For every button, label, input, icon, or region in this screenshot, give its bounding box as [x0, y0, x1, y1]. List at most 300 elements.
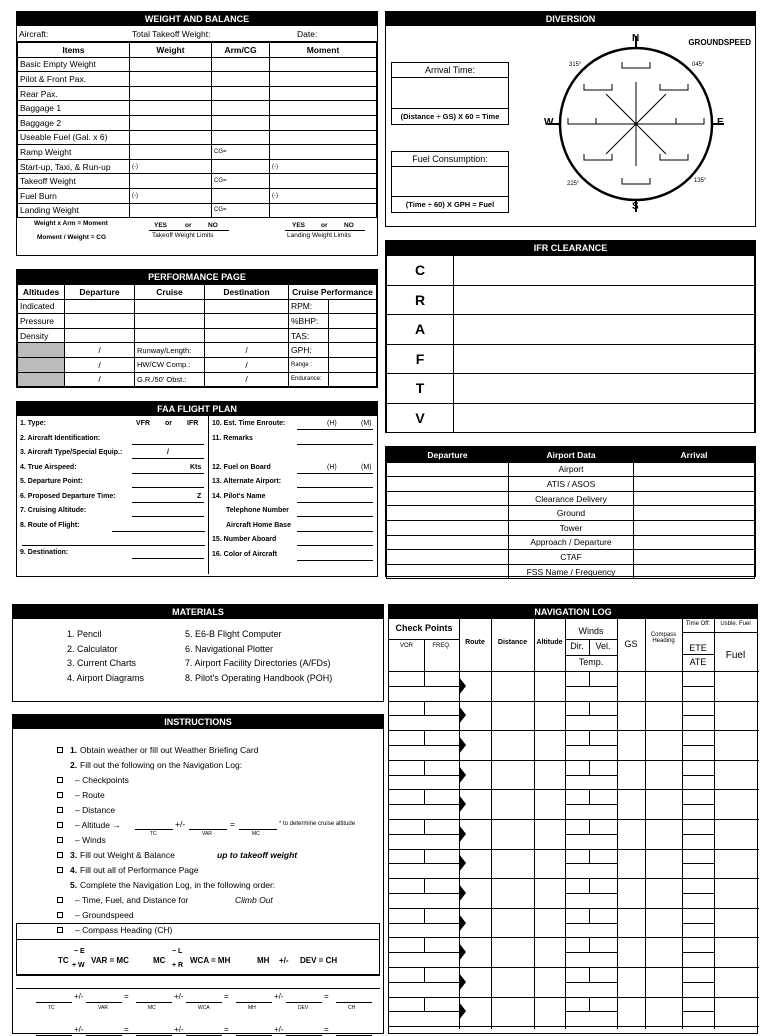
ifr-field[interactable] [454, 374, 755, 404]
step-4-number: 4. [70, 865, 78, 875]
materials-panel [12, 604, 384, 702]
nav-grid-line [682, 654, 714, 655]
nav-row-line [389, 760, 759, 761]
wb-weight [130, 101, 212, 116]
perf-mid-label: HW/CW Comp.: [135, 357, 205, 372]
nav-subcol-line [589, 760, 590, 775]
checkbox-icon[interactable] [57, 792, 63, 798]
departure-cell[interactable] [387, 491, 509, 506]
flight-plan-title: FAA FLIGHT PLAN [17, 402, 377, 416]
perf-row [18, 357, 377, 372]
nav-subrow-line [682, 775, 714, 776]
calc-line [236, 1002, 272, 1003]
materials-title: MATERIALS [13, 605, 383, 619]
note-weight-arm: Weight x Arm = Moment [34, 220, 108, 228]
ifr-row [387, 315, 755, 345]
calc-label: CH [348, 1005, 356, 1011]
step-2-text: Fill out the following on the Navigation Log: [80, 760, 243, 770]
wb-item: Fuel Burn [18, 188, 130, 203]
nav-row-line [389, 878, 759, 879]
material-item: 6. Navigational Plotter [185, 643, 274, 654]
material-item: 7. Airport Facility Directories (A/FDs) [185, 658, 331, 668]
perf-col-destination: Destination [205, 285, 289, 300]
step-4-text: Fill out all of Performance Page [80, 865, 199, 875]
tc-line [135, 829, 173, 830]
arrival-cell[interactable] [634, 520, 755, 535]
perf-col-cruise-perf: Cruise Performance [289, 285, 377, 300]
diversion-title: DIVERSION [386, 12, 755, 26]
fp-left-line [132, 458, 204, 459]
time-fuel-distance-item: – Time, Fuel, and Distance for [75, 895, 189, 905]
nav-subrow-line [389, 893, 459, 894]
airport-data-label: ATIS / ASOS [509, 477, 634, 492]
compass-225: 225° [567, 181, 580, 187]
checkbox-icon[interactable] [57, 852, 63, 858]
calc-line [136, 1002, 172, 1003]
nav-subcol-line [424, 760, 425, 775]
nav-row-line [389, 908, 759, 909]
perf-altitude-label: Pressure [18, 314, 65, 329]
instructions-title: INSTRUCTIONS [13, 715, 383, 729]
wb-moment [270, 72, 377, 87]
wb-item: Baggage 1 [18, 101, 130, 116]
nav-subrow-line [565, 715, 617, 716]
step-5-number: 5. [70, 880, 78, 890]
nav-subrow-line [565, 1011, 617, 1012]
formula-tc: TC [58, 956, 69, 965]
performance-table [17, 284, 377, 387]
material-item: 8. Pilot's Operating Handbook (POH) [185, 672, 333, 683]
fp-right-line [297, 545, 373, 546]
wb-row [18, 159, 377, 174]
airport-data-label: Ground [509, 506, 634, 521]
airport-data-panel [385, 446, 756, 577]
nav-subcol-line [589, 789, 590, 804]
compass-heading-box [16, 923, 380, 975]
perf-departure-cell [65, 328, 135, 343]
ifr-title: IFR CLEARANCE [386, 241, 755, 255]
lw-line [285, 230, 365, 231]
nav-subrow-line [565, 863, 617, 864]
ifr-field[interactable] [454, 403, 755, 433]
cruise-perf-value [329, 299, 377, 314]
fp-left-label: 6. Proposed Departure Time: [20, 493, 116, 500]
airport-data-label: Tower [509, 520, 634, 535]
nav-subrow-line [389, 686, 459, 687]
calc-operator: = [224, 1025, 229, 1034]
arrival-cell[interactable] [634, 550, 755, 565]
formula-mc: MC [153, 956, 166, 965]
nav-row-line [389, 789, 759, 790]
ifr-field[interactable] [454, 285, 755, 315]
route-header: Route [465, 639, 485, 646]
perf-row [18, 299, 377, 314]
fp-left-label: 4. True Airspeed: [20, 464, 77, 471]
fp-divider [208, 416, 209, 574]
nav-subcol-line [424, 819, 425, 834]
cruise-perf-value [329, 328, 377, 343]
fp-right-line [297, 502, 373, 503]
perf-mid-label: Runway/Length: [135, 343, 205, 358]
compass-rose [536, 32, 736, 222]
apt-col-departure: Departure [387, 448, 509, 463]
wb-item: Pilot & Front Pax. [18, 72, 130, 87]
perf-cruise-cell [135, 299, 205, 314]
fp-route-line [112, 531, 205, 532]
lw-limits: Landing Weight Limits [287, 232, 351, 240]
perf-slash: / [205, 343, 289, 358]
wb-row [18, 115, 377, 130]
perf-slash: / [205, 372, 289, 387]
apt-col-data: Airport Data [509, 448, 634, 463]
nav-row-line [389, 1026, 759, 1027]
wb-item: Takeoff Weight [18, 174, 130, 189]
nav-subrow-line [565, 952, 617, 953]
nav-subrow-line [389, 834, 459, 835]
tc-label: TC [150, 831, 157, 837]
fp-or: or [165, 420, 172, 427]
instructions-panel [12, 714, 384, 1034]
wb-arm: CG= [212, 203, 270, 218]
nav-grid-line [389, 671, 759, 672]
lw-yes: YES [292, 222, 306, 230]
perf-gray-cell [18, 343, 65, 358]
compass-heading-header: Compass Heading [650, 632, 677, 644]
fp-left-label: 8. Route of Flight: [20, 522, 80, 529]
nav-subcol-line [424, 997, 425, 1012]
step-3-emph: up to takeoff weight [217, 850, 298, 860]
calc-label: MH [248, 1005, 256, 1011]
wb-item: Start-up, Taxi, & Run-up [18, 159, 130, 174]
nav-subrow-line [389, 775, 459, 776]
checkbox-icon[interactable] [57, 927, 63, 933]
fp-right-line [297, 487, 373, 488]
wb-item: Useable Fuel (Gal. x 6) [18, 130, 130, 145]
compass-n: N [632, 33, 640, 44]
nav-row-line [389, 730, 759, 731]
wb-weight [130, 174, 212, 189]
ifr-letter: T [387, 374, 454, 404]
fp-right-line [297, 516, 373, 517]
wb-row [18, 86, 377, 101]
step-5-text: Complete the Navigation Log, in the following order: [80, 880, 276, 890]
compass-heading-item: – Compass Heading (CH) [75, 925, 173, 935]
fp-left-label: 3. Aircraft Type/Special Equip.: [20, 449, 123, 456]
nav-subrow-line [389, 715, 459, 716]
climb-out-text: Climb Out [235, 895, 273, 905]
fp-left-line [132, 516, 204, 517]
cruise-perf-value [329, 372, 377, 387]
weight-balance-title: WEIGHT AND BALANCE [17, 12, 377, 26]
calc-operator: +/- [274, 1025, 284, 1034]
ifr-letter: C [387, 256, 454, 286]
formula-mh: MH [257, 956, 270, 965]
material-item: 4. Airport Diagrams [67, 672, 145, 683]
diversion-panel [385, 11, 756, 227]
compass-s: S [632, 201, 639, 212]
nav-subrow-line [389, 745, 459, 746]
checkbox-icon[interactable] [57, 777, 63, 783]
wb-item: Landing Weight [18, 203, 130, 218]
groundspeed-item: – Groundspeed [75, 910, 134, 920]
flight-plan-body [17, 416, 377, 574]
departure-cell[interactable] [387, 520, 509, 535]
navigation-log-body [389, 619, 757, 1029]
ifr-row [387, 256, 755, 286]
fp-left-label: 7. Cruising Altitude: [20, 507, 87, 514]
checkbox-icon[interactable] [57, 897, 63, 903]
perf-slash: / [65, 372, 135, 387]
perf-slash: / [65, 343, 135, 358]
wb-arm [212, 101, 270, 116]
fp-left-label: 1. Type: [20, 420, 46, 427]
note-moment-weight: Moment / Weight = CG [37, 234, 107, 242]
cruise-perf-label: GPH: [289, 343, 329, 358]
compass-135: 135° [694, 178, 707, 184]
checkbox-icon[interactable] [57, 912, 63, 918]
wb-weight [130, 130, 212, 145]
fp-left-line [132, 558, 204, 559]
nav-subrow-line [565, 775, 617, 776]
checkbox-icon[interactable] [57, 867, 63, 873]
cruise-perf-label: %BHP: [289, 314, 329, 329]
wb-weight [130, 86, 212, 101]
ifr-row [387, 374, 755, 404]
nav-row-line [389, 849, 759, 850]
airport-row [387, 535, 755, 550]
wb-row [18, 174, 377, 189]
altitude-item: – Altitude → [75, 820, 121, 830]
nav-subrow-line [682, 923, 714, 924]
nav-grid-line [589, 639, 590, 655]
airport-row [387, 564, 755, 579]
tow-or: or [185, 222, 192, 230]
checkbox-icon[interactable] [57, 747, 63, 753]
nav-subcol-line [424, 908, 425, 923]
ifr-row [387, 344, 755, 374]
wb-weight [130, 145, 212, 160]
nav-subcol-line [589, 701, 590, 716]
wb-arm [212, 86, 270, 101]
altitude-header: Altitude [536, 639, 563, 646]
arrival-cell[interactable] [634, 564, 755, 579]
fp-route-line [22, 545, 205, 546]
weight-balance-panel [16, 11, 378, 256]
nav-subrow-line [565, 804, 617, 805]
calc-label: WCA [198, 1005, 210, 1011]
fp-kts: Kts [190, 464, 202, 471]
perf-col-altitudes: Altitudes [18, 285, 65, 300]
airport-row [387, 550, 755, 565]
wb-moment: (-) [270, 188, 377, 203]
step-1-number: 1. [70, 745, 78, 755]
tow-limits: Takeoff Weight Limits [152, 232, 214, 240]
nav-subcol-line [589, 671, 590, 686]
performance-panel [16, 269, 378, 388]
nav-arrow-icon [459, 706, 466, 724]
fp-vfr: VFR [136, 420, 150, 427]
arrival-cell[interactable] [634, 491, 755, 506]
nav-grid-line [682, 632, 757, 633]
departure-cell[interactable] [387, 477, 509, 492]
fuel-header: Fuel [725, 650, 746, 661]
nav-subrow-line [565, 982, 617, 983]
airport-data-label: CTAF [509, 550, 634, 565]
equals: = [230, 819, 235, 829]
calc-operator: = [124, 1025, 129, 1034]
fp-left-label: 2. Aircraft Identification: [20, 435, 101, 442]
wb-weight [130, 72, 212, 87]
winds-header: Winds [578, 626, 604, 636]
arrival-cell[interactable] [634, 535, 755, 550]
fp-left-line [132, 487, 204, 488]
nav-row-line [389, 967, 759, 968]
perf-destination-cell [205, 299, 289, 314]
ifr-table [386, 255, 755, 433]
instr-divider [16, 988, 380, 989]
fp-right-label: Telephone Number [226, 507, 289, 514]
wb-row [18, 57, 377, 72]
nav-arrow-icon [459, 884, 466, 902]
wb-weight [130, 115, 212, 130]
arrival-cell[interactable] [634, 506, 755, 521]
perf-row [18, 328, 377, 343]
nav-arrow-icon [459, 943, 466, 961]
nav-subrow-line [682, 804, 714, 805]
ifr-field[interactable] [454, 256, 755, 286]
cruise-perf-value [329, 357, 377, 372]
departure-cell[interactable] [387, 550, 509, 565]
compass-315: 315° [569, 62, 582, 68]
wb-row [18, 130, 377, 145]
arrival-formula: (Distance ÷ GS) X 60 = Time [392, 108, 508, 124]
checkbox-icon[interactable] [57, 807, 63, 813]
fp-right-line [297, 473, 373, 474]
ifr-field[interactable] [454, 344, 755, 374]
fp-slash: / [167, 449, 169, 456]
route-item: – Route [75, 790, 105, 800]
compass-w: W [544, 117, 554, 128]
wb-col-items: Items [18, 43, 130, 58]
fp-left-line [132, 473, 204, 474]
wb-arm [212, 159, 270, 174]
var-label: VAR [202, 831, 212, 837]
total-weight-label: Total Takeoff Weight: [132, 29, 211, 39]
nav-arrow-icon [459, 677, 466, 695]
nav-subcol-line [589, 819, 590, 834]
wb-row [18, 145, 377, 160]
airport-row [387, 506, 755, 521]
fp-m: (M) [361, 420, 372, 427]
arrival-cell[interactable] [634, 462, 755, 477]
nav-subrow-line [682, 863, 714, 864]
compass-e: E [717, 117, 724, 128]
wb-moment: (-) [270, 159, 377, 174]
instructions-body [13, 729, 383, 1035]
fp-right-label: Aircraft Home Base [226, 522, 291, 529]
dir-header: Dir. [570, 641, 584, 651]
plus-minus: +/- [175, 819, 186, 829]
fp-z: Z [197, 493, 202, 500]
apt-col-arrival: Arrival [634, 448, 755, 463]
calc-operator: +/- [74, 992, 84, 1001]
arrival-cell[interactable] [634, 477, 755, 492]
perf-destination-cell [205, 328, 289, 343]
flight-plan-panel [16, 401, 378, 577]
nav-row-line [389, 997, 759, 998]
perf-mid-label: G.R./50' Obst.: [135, 372, 205, 387]
performance-title: PERFORMANCE PAGE [17, 270, 377, 284]
lw-no: NO [344, 222, 354, 230]
calc-label: MC [148, 1005, 156, 1011]
freq-header: FREQ. [432, 643, 451, 649]
cruise-perf-label: RPM: [289, 299, 329, 314]
cruise-perf-value [329, 314, 377, 329]
nav-subrow-line [682, 893, 714, 894]
airport-row [387, 491, 755, 506]
wb-weight [130, 57, 212, 72]
departure-cell[interactable] [387, 506, 509, 521]
aircraft-label: Aircraft: [19, 29, 49, 39]
perf-slash: / [65, 357, 135, 372]
winds-item: – Winds [75, 835, 106, 845]
perf-destination-cell [205, 314, 289, 329]
vel-header: Vel. [595, 641, 611, 651]
checkbox-icon[interactable] [57, 822, 63, 828]
fp-right-label: 11. Remarks [212, 435, 253, 442]
departure-cell[interactable] [387, 535, 509, 550]
fp-h: (H) [327, 420, 337, 427]
nav-subrow-line [565, 834, 617, 835]
nav-subrow-line [682, 834, 714, 835]
nav-subcol-line [424, 789, 425, 804]
formula-dev-ch: DEV = CH [300, 956, 338, 965]
wb-moment [270, 86, 377, 101]
calc-line [286, 1002, 322, 1003]
wb-col-weight: Weight [130, 43, 212, 58]
vor-header: VOR [399, 643, 413, 649]
checkbox-icon[interactable] [57, 837, 63, 843]
nav-arrow-icon [459, 854, 466, 872]
departure-cell[interactable] [387, 462, 509, 477]
nav-row-line [389, 819, 759, 820]
fp-right-label: 10. Est. Time Enroute: [212, 420, 286, 427]
nav-grid-line [424, 639, 425, 671]
calc-operator: +/- [274, 992, 284, 1001]
wb-moment [270, 57, 377, 72]
nav-arrow-icon [459, 914, 466, 932]
perf-altitude-label: Density [18, 328, 65, 343]
usable-fuel-header: Usble. Fuel [720, 621, 751, 627]
calc-label: TC [48, 1005, 55, 1011]
nav-subcol-line [424, 937, 425, 952]
calc-line [36, 1002, 72, 1003]
nav-subcol-line [589, 878, 590, 893]
ifr-clearance-panel [385, 240, 756, 433]
tow-yes: YES [154, 222, 168, 230]
mc-label: MC [252, 831, 260, 837]
time-off-header: Time Off: [685, 621, 711, 627]
formula-plus-r: + R [172, 962, 184, 969]
nav-subcol-line [589, 730, 590, 745]
nav-subrow-line [565, 745, 617, 746]
departure-cell[interactable] [387, 564, 509, 579]
fp-left-line [132, 502, 204, 503]
perf-departure-cell [65, 299, 135, 314]
ifr-field[interactable] [454, 315, 755, 345]
nav-subcol-line [424, 967, 425, 982]
calc-operator: = [324, 1025, 329, 1034]
